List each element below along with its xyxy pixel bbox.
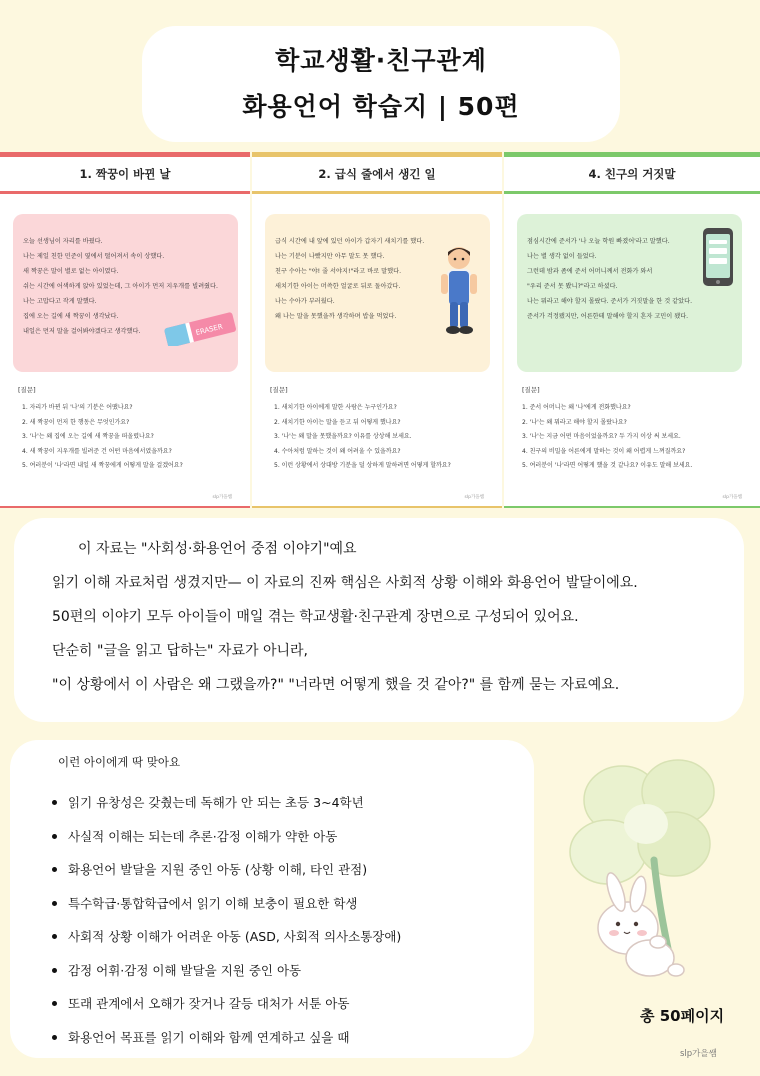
- card-footer: slp가을쌤: [722, 495, 742, 500]
- phone-illustration: [701, 226, 735, 288]
- list-item: 읽기 유창성은 갖췄는데 독해가 안 되는 초등 3~4학년: [52, 786, 534, 820]
- question-item: 3. '나'는 지금 어떤 마음이었을까요? 두 가지 이상 써 보세요.: [522, 433, 681, 440]
- question-item: 5. 여러분이 '나'라면 어떻게 했을 것 같나요? 이유도 말해 보세요.: [522, 462, 693, 469]
- story-line: 나는 제일 친한 민준이 옆에서 떨어져서 속이 상했다.: [23, 253, 165, 260]
- story-line: "우리 준서 못 봤니?"라고 하셨다.: [527, 283, 618, 290]
- question-item: 2. 새 짝꿍이 먼저 한 행동은 무엇인가요?: [22, 418, 130, 426]
- card-title-rule: [252, 191, 502, 194]
- title-line-1: 학교생활·친구관계: [275, 46, 487, 75]
- total-pages: 총 50페이지: [640, 1007, 725, 1025]
- card-title-rule: [0, 191, 250, 194]
- question-list: [522, 401, 752, 474]
- description-line: 이 자료는 "사회성·화용언어 중점 이야기"예요: [78, 541, 357, 557]
- question-heading: [질문]: [18, 386, 36, 394]
- question-item: 4. 친구의 비밀을 어른에게 말하는 것이 왜 어렵게 느껴질까요?: [522, 447, 686, 455]
- worksheet-previews: [0, 152, 760, 508]
- description-line: 50편의 이야기 모두 아이들이 매일 겪는 학교생활·친구관계 장면으로 구성되어 있어요.: [52, 609, 579, 625]
- question-heading: [질문]: [270, 386, 288, 394]
- question-item: 1. 준서 어머니는 왜 '나'에게 전화했나요?: [522, 404, 631, 411]
- question-list: [22, 401, 242, 474]
- story-line: 쉬는 시간에 어색하게 앉아 있었는데, 그 아이가 먼저 지우개를 빌려줬다.: [23, 283, 218, 290]
- list-item: 사실적 이해는 되는데 추론·감정 이해가 약한 아동: [52, 820, 534, 854]
- card-title: 4. 친구의 거짓말: [588, 167, 676, 181]
- story-line: 준서가 걱정됐지만, 어른한테 말해야 할지 혼자 고민이 됐다.: [527, 313, 689, 320]
- question-item: 1. 자리가 바뀐 뒤 '나'의 기분은 어땠나요?: [22, 404, 133, 411]
- list-item: 감정 어휘·감정 이해 발달을 지원 중인 아동: [52, 954, 534, 988]
- boy-illustration: [437, 244, 481, 336]
- question-item: 5. 이런 상황에서 상대방 기분을 덜 상하게 말하려면 어떻게 할까요?: [274, 462, 451, 469]
- story-line: 나는 수아가 부러웠다.: [275, 298, 335, 305]
- list-item: 특수학급·통합학급에서 읽기 이해 보충이 필요한 학생: [52, 887, 534, 921]
- description-line: "이 상황에서 이 사람은 왜 그랬을까?" "너라면 어떻게 했을 것 같아?" 를 함께 묻는 자료예요.: [52, 677, 620, 693]
- story-line: 급식 시간에 내 앞에 있던 아이가 갑자기 새치기를 했다.: [275, 238, 425, 245]
- story-line: 그런데 밤과 좀에 준서 어머니께서 전화가 와서: [527, 268, 653, 275]
- card-bottom-bar: [252, 506, 502, 508]
- story-line: 집에 오는 길에 새 짝꿍이 생각났다.: [23, 313, 119, 320]
- author-credit: slp가을쌤: [680, 1049, 717, 1059]
- question-item: 2. '나'는 왜 뭐라고 해야 할지 몰랐나요?: [522, 418, 627, 426]
- bunny-flower-illustration: [550, 752, 756, 990]
- story-line: 오늘 선생님이 자리를 바꿨다.: [23, 238, 103, 245]
- card-footer: slp가을쌤: [212, 495, 232, 500]
- story-line: 친구 수아는 "야! 줄 서야지!"라고 바로 말했다.: [275, 268, 402, 275]
- card-footer: slp가을쌤: [464, 495, 484, 500]
- preview-card-2: [252, 152, 502, 508]
- list-item: 또래 관계에서 오해가 잦거나 갈등 대처가 서툰 아동: [52, 987, 534, 1021]
- question-list: [274, 401, 494, 474]
- card-bottom-bar: [504, 506, 760, 508]
- list-item: 사회적 상황 이해가 어려운 아동 (ASD, 사회적 의사소통장애): [52, 920, 534, 954]
- question-item: 1. 새치기한 아이에게 말한 사람은 누구인가요?: [274, 404, 397, 411]
- eraser-illustration: [161, 312, 239, 346]
- preview-card-3: [504, 152, 760, 508]
- card-bottom-bar: [0, 506, 250, 508]
- description-box: [14, 518, 744, 722]
- eraser-label: ERASER: [194, 322, 224, 338]
- card-title: 1. 짝꿍이 바뀐 날: [79, 167, 171, 181]
- story-line: 나는 뭐라고 해야 할지 몰랐다. 준서가 거짓말을 한 것 같았다.: [527, 298, 693, 305]
- story-box: [517, 214, 742, 372]
- story-line: 새 짝꿍은 말이 별로 없는 아이였다.: [23, 268, 119, 275]
- list-item: 화용언어 목표를 읽기 이해와 함께 연계하고 싶을 때: [52, 1021, 534, 1055]
- question-item: 2. 새치기한 아이는 말을 듣고 뒤 어떻게 했나요?: [274, 418, 401, 426]
- story-line: 점심시간에 준서가 '나 오늘 학원 빠졌어'라고 말했다.: [527, 238, 670, 245]
- question-item: 3. '나'는 왜 말을 못했을까요? 이유를 상상해 보세요.: [274, 433, 412, 440]
- list-item: 화용언어 발달을 지원 중인 아동 (상황 이해, 타인 관점): [52, 853, 534, 887]
- story-line: 내일은 먼저 말을 걸어봐야겠다고 생각했다.: [23, 328, 141, 335]
- description-line: 읽기 이해 자료처럼 생겼지만— 이 자료의 진짜 핵심은 사회적 상황 이해와 화용언어 발달이에요.: [52, 575, 638, 591]
- title-box: [142, 26, 620, 142]
- story-line: 새치기한 아이는 머쓱한 얼굴로 뒤로 돌아갔다.: [275, 283, 401, 290]
- question-item: 4. 새 짝꿍이 지우개를 빌려준 건 어떤 마음에서였을까요?: [22, 447, 172, 455]
- question-item: 3. '나'는 왜 집에 오는 길에 새 짝꿍을 떠올렸나요?: [22, 433, 154, 440]
- question-item: 4. 수아처럼 말하는 것이 왜 어려울 수 있을까요?: [274, 447, 401, 455]
- title-line-2: 화용언어 학습지 | 50편: [242, 92, 520, 121]
- target-audience-title: 이런 아이에게 딱 맞아요: [58, 755, 181, 769]
- question-heading: [질문]: [522, 386, 540, 394]
- story-line: 나는 기분이 나빴지만 아무 말도 못 했다.: [275, 253, 385, 260]
- target-audience-box: [10, 740, 534, 1058]
- target-audience-list: [58, 786, 534, 1054]
- preview-card-1: [0, 152, 250, 508]
- story-line: 나는 별 생각 없이 들었다.: [527, 253, 597, 260]
- card-title-rule: [504, 191, 760, 194]
- story-box: [265, 214, 490, 372]
- card-title: 2. 급식 줄에서 생긴 일: [318, 167, 436, 181]
- story-line: 나는 고맙다고 작게 말했다.: [23, 298, 97, 305]
- story-box: [13, 214, 238, 372]
- description-line: 단순히 "글을 읽고 답하는" 자료가 아니라,: [52, 643, 308, 659]
- question-item: 5. 여러분이 '나'라면 내일 새 짝꿍에게 어떻게 말을 걸겠어요?: [22, 462, 183, 469]
- story-line: 왜 나는 말을 못했을까 생각하며 밥을 먹었다.: [275, 313, 397, 320]
